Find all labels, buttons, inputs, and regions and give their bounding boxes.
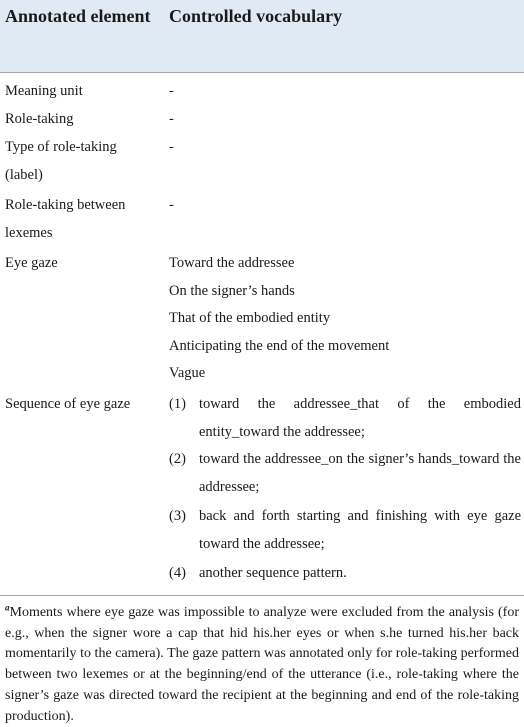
header-divider — [0, 72, 524, 73]
vocabulary-item: On the signer’s hands — [169, 282, 295, 299]
sequence-item — [169, 560, 521, 588]
vocabulary-cell — [169, 250, 521, 388]
footnote-text: Moments where eye gaze was impossible to analyze were excluded from the analysis (for e.g., when the signer wore a cap that hid his.her eyes or when s.he turned his.her back momentarily to the camera). The gaze pattern was annotated only for role-taking performed between two lexemes or at the beginning/end of the utterance (i.e., role-taking where the signer’s gaze was directed toward the recipient at the beginning and end of the role-taking production). — [5, 605, 519, 724]
column-header-annotated-element: Annotated element — [5, 6, 151, 26]
element-cell: Role-taking — [5, 111, 74, 127]
table-header — [0, 0, 524, 72]
vocabulary-cell — [169, 134, 521, 162]
vocabulary-cell — [169, 78, 521, 106]
vocabulary-item: Toward the addressee — [169, 255, 295, 271]
vocabulary-item: Vague — [169, 365, 206, 381]
sequence-number: (2) — [169, 451, 186, 467]
sequence-item — [169, 446, 521, 503]
element-cell: Sequence of eye gaze — [5, 396, 131, 412]
sequence-number: (1) — [169, 396, 186, 412]
sequence-number: (4) — [169, 565, 186, 581]
sequence-item — [169, 391, 521, 446]
sequence-text: another sequence pattern. — [199, 565, 347, 581]
element-cell: Meaning unit — [5, 83, 83, 99]
sequence-item — [169, 503, 521, 560]
vocabulary-cell — [169, 192, 521, 220]
vocabulary-item: That of the embodied entity — [169, 310, 331, 326]
element-cell: Type of role-taking (label) — [5, 139, 117, 183]
column-header-controlled-vocabulary: Controlled vocabulary — [169, 6, 343, 26]
vocabulary-item: - — [169, 139, 174, 155]
footnote-marker: a — [5, 602, 10, 613]
vocabulary-item: - — [169, 111, 174, 127]
sequence-text: toward the addressee_on the signer’s hands_toward the addressee; — [199, 451, 521, 495]
element-cell: Eye gaze — [5, 255, 58, 271]
table-bottom-rule — [0, 595, 524, 596]
vocabulary-item: Anticipating the end of the movement — [169, 337, 390, 354]
element-cell: Role-taking between lexemes — [5, 197, 126, 241]
table-footnote — [5, 603, 519, 727]
sequence-number: (3) — [169, 508, 186, 524]
vocabulary-cell — [169, 106, 521, 134]
sequence-text: toward the addressee_that of the embodied entity_toward the addressee; — [199, 396, 521, 440]
vocabulary-item: - — [169, 83, 174, 99]
sequence-list — [169, 391, 521, 588]
vocabulary-item: - — [169, 197, 174, 213]
sequence-text: back and forth starting and finishing with eye gaze toward the addressee; — [199, 508, 521, 552]
